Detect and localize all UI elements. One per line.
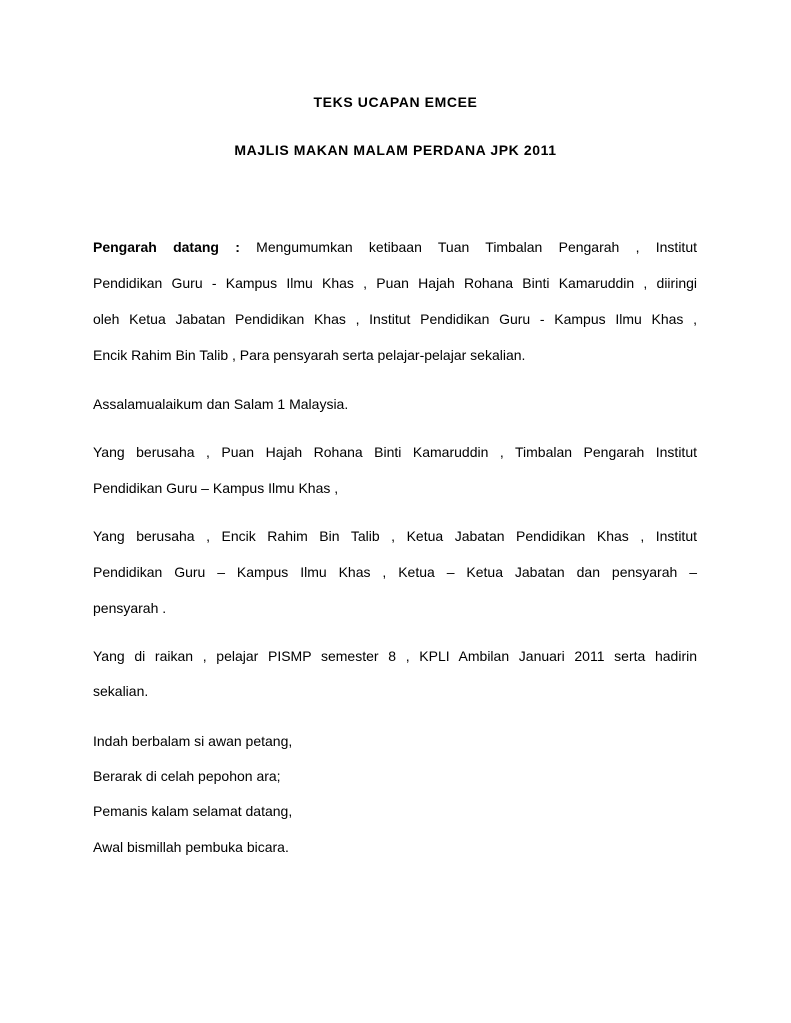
pantun-line-1: Indah berbalam si awan petang,: [93, 733, 293, 749]
speaker-label: Pengarah datang :: [93, 239, 240, 255]
pantun-line-4: Awal bismillah pembuka bicara.: [93, 839, 289, 855]
intro-line-4: Encik Rahim Bin Talib , Para pensyarah serta pelajar-pelajar sekalian.: [93, 347, 526, 363]
greeting-line: Assalamualaikum dan Salam 1 Malaysia.: [93, 396, 349, 412]
para3-line-1: Yang di raikan , pelajar PISMP semester 8 , KPLI Ambilan Januari 2011 serta hadirin: [93, 648, 697, 664]
document-subtitle: MAJLIS MAKAN MALAM PERDANA JPK 2011: [234, 142, 557, 158]
para2-line-2: Pendidikan Guru – Kampus Ilmu Khas , Ketua – Ketua Jabatan dan pensyarah –: [93, 564, 697, 580]
intro-line-3: oleh Ketua Jabatan Pendidikan Khas , Institut Pendidikan Guru - Kampus Ilmu Khas ,: [93, 311, 697, 327]
intro-line-1: [93, 238, 697, 256]
document-title: TEKS UCAPAN EMCEE: [313, 94, 478, 110]
intro-line-2: Pendidikan Guru - Kampus Ilmu Khas , Puan Hajah Rohana Binti Kamaruddin , diiringi: [93, 275, 697, 291]
intro-line-1-text: Mengumumkan ketibaan Tuan Timbalan Pengarah , Institut: [256, 239, 697, 255]
para3-line-2: sekalian.: [93, 683, 149, 699]
para2-line-1: Yang berusaha , Encik Rahim Bin Talib , Ketua Jabatan Pendidikan Khas , Institut: [93, 528, 697, 544]
para1-line-1: Yang berusaha , Puan Hajah Rohana Binti Kamaruddin , Timbalan Pengarah Institut: [93, 444, 697, 460]
para1-line-2: Pendidikan Guru – Kampus Ilmu Khas ,: [93, 480, 339, 496]
para2-line-3: pensyarah .: [93, 600, 167, 616]
pantun-line-3: Pemanis kalam selamat datang,: [93, 803, 293, 819]
pantun-line-2: Berarak di celah pepohon ara;: [93, 768, 281, 784]
